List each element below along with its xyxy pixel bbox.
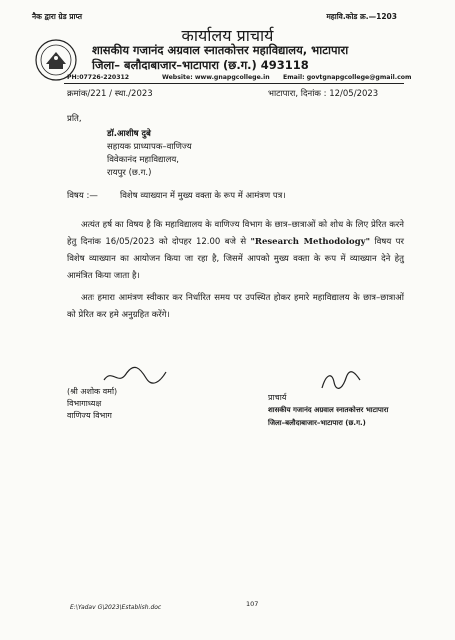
subject-label: विषय :— — [67, 191, 98, 201]
body-text: विषय पर विशेष व्याख्यान का आयोजन किया जा रहा है, जिसमें आपको मुख्य वक्ता के रूप में व्याख्यान देने हेतु आमंत्रित किया जाता है। — [67, 237, 404, 281]
recipient-designation: सहायक प्राध्यापक–वाणिज्य — [107, 142, 192, 152]
college-address: जिला– बलौदाबाजार–भाटापारा (छ.ग.) 493118 — [92, 58, 309, 72]
hod-name: (श्री अशोक वर्मा) — [67, 387, 118, 396]
recipient-name: डॉ.आशीष दुबे — [107, 129, 151, 139]
principal-title: प्राचार्य — [268, 393, 287, 402]
college-code: महावि.कोड क्र.—1203 — [326, 12, 397, 21]
reference-number: क्रमांक/221 / स्था./2023 — [67, 89, 153, 99]
place-date: भाटापारा, दिनांक : 12/05/2023 — [268, 89, 379, 99]
recipient-institution: विवेकानंद महाविद्यालय, — [107, 155, 179, 165]
body-text: अत्यंत हर्ष का विषय है कि महाविद्यालय के वाणिज्य विभाग के छात्र–छात्राओं को शोध के लिए प्रेरित करने हेतु दिनांक 16/05/2023 को दोपहर 12.00 बजे से — [67, 220, 404, 247]
header-divider — [64, 83, 404, 84]
event-title: "Research Methodology" — [250, 237, 371, 247]
page-number: 107 — [246, 600, 259, 608]
recipient-prefix: प्रति, — [67, 114, 82, 124]
email: Email: govtgnapgcollege@gmail.com — [283, 74, 412, 81]
phone-number: PH:07726-220312 — [67, 74, 130, 81]
naac-grade-note: नैक द्वारा ग्रेड प्राप्त — [32, 12, 83, 21]
hod-designation: विभागाध्यक्ष — [67, 399, 102, 408]
body-paragraph-2: अतः हमारा आमंत्रण स्वीकार कर निर्धारित समय पर उपस्थित होकर हमारे महाविद्यालय के छात्र–छात्राओं को प्रेरित कर हमे अनुग्रहित करेंगे। — [67, 293, 404, 320]
body-paragraph-1 — [67, 217, 404, 285]
signature-scribble-left-icon — [100, 364, 170, 388]
file-path: E:\Yadav G\2023\Establish.doc — [70, 604, 162, 611]
recipient-city: रायपुर (छ.ग.) — [107, 168, 152, 178]
principal-district: जिला–बलौदाबाजार–भाटापारा (छ.ग.) — [268, 419, 366, 427]
college-name: शासकीय गजानंद अग्रवाल स्नातकोत्तर महाविद्यालय, भाटापारा — [92, 43, 349, 57]
signature-scribble-right-icon — [318, 368, 364, 394]
principal-college: शासकीय गजानंद अग्रवाल स्नातकोत्तर भाटापारा — [268, 406, 389, 414]
website: Website: www.gnapgcollege.in — [162, 74, 270, 81]
subject-text: विशेष व्याख्यान में मुख्य वक्ता के रूप में आमंत्रण पत्र। — [120, 191, 286, 201]
hod-department: वाणिज्य विभाग — [67, 411, 112, 420]
office-title: कार्यालय प्राचार्य — [181, 26, 274, 45]
